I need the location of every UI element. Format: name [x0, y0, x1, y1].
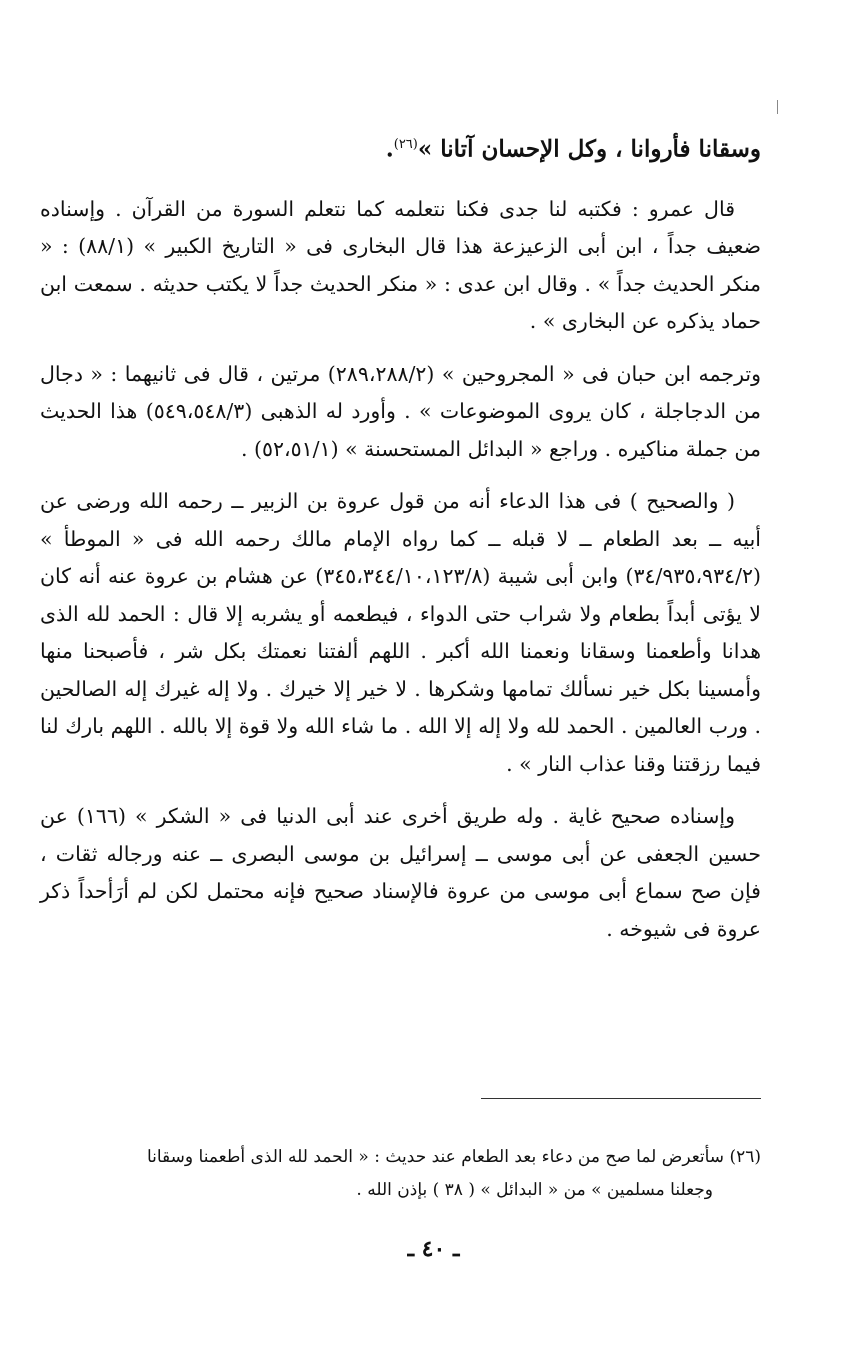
footnote-separator	[481, 1098, 761, 1099]
paragraph-3: ( والصحيح ) فى هذا الدعاء أنه من قول عروة بن الزبير ــ رحمه الله ورضى عن أبيه ــ بعد الطعام ــ لا قبله ــ كما رواه الإمام مالك رحمه الله فى « الموطأ » (٣٤/٩٣٥،٩٣٤/٢) وابن أبى شيبة (٣٤٥،٣٤٤/١٠،١٢٣/٨) عن هشام بن عروة عنه أنه كان لا يؤتى أبداً بطعام ولا شراب حتى الدواء ، فيطعمه أو يشربه إلا قال : الحمد لله الذى هدانا وأطعمنا وسقانا ونعمنا الله أكبر . اللهم ألفتنا نعمتك بكل شر ، فأصبحنا منها وأمسينا بكل خير نسألك تمامها وشكرها . لا خير إلا خيرك . ولا إله غيرك إله الصالحين . ورب العالمين . الحمد لله ولا إله إلا الله . ما شاء الله ولا قوة إلا بالله . اللهم بارك لنا فيما رزقتنا وقنا عذاب النار » .	[40, 489, 762, 776]
paragraph-4: وإسناده صحيح غاية . وله طريق أخرى عند أبى الدنيا فى « الشكر » (١٦٦) عن حسين الجعفى عن أبى موسى ــ إسرائيل بن موسى البصرى ــ عنه ورجاله ثقات ، فإن صح سماع أبى موسى من عروة فالإسناد صحيح فإنه محتمل لكن لم أرَأحداً ذكر عروة فى شيوخه .	[40, 804, 761, 941]
footnote	[40, 1141, 761, 1207]
page-edge-mark	[777, 100, 778, 114]
paragraph-2: وترجمه ابن حبان فى « المجروحين » (٢٨٩،٢٨٨/٢) مرتين ، قال فى ثانيهما : « دجال من الدجاجلة ، كان يروى الموضوعات » . وأورد له الذهبى (٥٤٩،٥٤٨/٣) هذا الحديث من جملة مناكيره . وراجع « البدائل المستحسنة » (٥٢،٥١/١) .	[40, 361, 761, 461]
verse-text: وسقانا فأروانا ، وكل الإحسان آتانا »	[417, 135, 761, 163]
verse-line	[40, 122, 761, 173]
footnote-line-2: وجعلنا مسلمين » من « البدائل » ( ٣٨ ) بإذن الله .	[356, 1180, 713, 1200]
footnote-line-1: (٢٦) سأتعرض لما صح من دعاء بعد الطعام عند حديث : « الحمد لله الذى أطعمنا وسقانا	[146, 1147, 761, 1167]
footnote-reference: (٢٦)	[393, 137, 418, 152]
page-number: ـ ٤٠ ـ	[407, 1236, 460, 1262]
main-text	[40, 122, 761, 963]
verse-end: .	[385, 135, 394, 163]
paragraph-1: قال عمرو : فكتبه لنا جدى فكنا نتعلمه كما نتعلم السورة من القرآن . وإسناده ضعيف جداً ، ابن أبى الزعيزعة هذا قال البخارى فى « التاريخ الكبير » (٨٨/١) : « منكر الحديث جداً » . وقال ابن عدى : « منكر الحديث جداً لا يكتب حديثه . سمعت ابن حماد يذكره عن البخارى » .	[40, 196, 762, 334]
